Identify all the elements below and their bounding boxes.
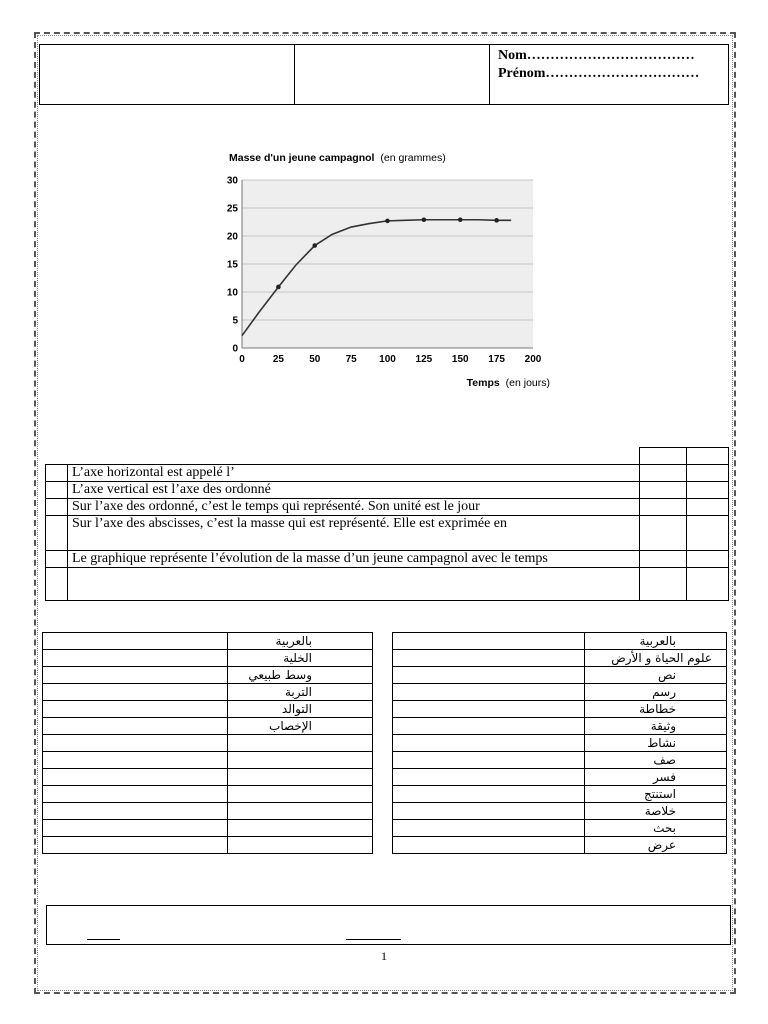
x-tick-label: 25 xyxy=(272,354,284,365)
statement-text: Sur l’axe des abscisses, c’est la masse qui est représenté. Elle est exprimée en xyxy=(68,516,640,551)
french-cell[interactable] xyxy=(393,769,585,786)
vocab-row xyxy=(43,752,373,769)
vocab-row xyxy=(393,803,727,820)
x-tick-label: 0 xyxy=(239,354,245,365)
chart-svg xyxy=(214,146,559,394)
prenom-label: Prénom…………………………… xyxy=(498,66,700,81)
footer-underline-right xyxy=(346,939,401,940)
arabic-cell: الإخصاب xyxy=(228,718,373,735)
vocab-row xyxy=(393,786,727,803)
chart-title xyxy=(229,152,446,164)
french-cell[interactable] xyxy=(393,803,585,820)
arabic-cell xyxy=(228,735,373,752)
x-tick-label: 150 xyxy=(451,354,469,365)
arabic-cell xyxy=(228,786,373,803)
header-cell-blank-1 xyxy=(40,45,295,105)
french-cell[interactable] xyxy=(393,837,585,854)
answer-cell[interactable] xyxy=(687,551,729,568)
answer-cell[interactable] xyxy=(640,516,687,551)
vocab-row xyxy=(43,735,373,752)
answer-cell[interactable] xyxy=(687,499,729,516)
vocab-row xyxy=(43,633,373,650)
x-tick-label: 175 xyxy=(488,354,505,365)
answer-cell[interactable] xyxy=(687,516,729,551)
data-point xyxy=(312,243,317,248)
y-tick-label: 10 xyxy=(226,287,238,299)
statement-text: L’axe vertical est l’axe des ordonné xyxy=(68,482,640,499)
answer-cell[interactable] xyxy=(687,568,729,601)
vocab-row xyxy=(43,650,373,667)
arabic-cell: بحث xyxy=(585,820,727,837)
french-cell[interactable] xyxy=(43,633,228,650)
x-axis-label-main: Temps xyxy=(466,377,500,389)
vocab-table-left xyxy=(42,632,373,854)
french-cell[interactable] xyxy=(393,786,585,803)
french-cell[interactable] xyxy=(393,633,585,650)
french-cell[interactable] xyxy=(393,718,585,735)
vocab-row xyxy=(43,701,373,718)
y-tick-label: 15 xyxy=(226,259,238,271)
tf-head-blank xyxy=(46,448,640,465)
french-cell[interactable] xyxy=(393,667,585,684)
answer-cell[interactable] xyxy=(640,465,687,482)
header-cell-blank-2 xyxy=(295,45,490,105)
chart-title-main: Masse d'un jeune campagnol xyxy=(229,152,375,164)
vocab-row xyxy=(393,769,727,786)
y-tick-label: 30 xyxy=(226,175,238,187)
x-tick-label: 50 xyxy=(309,354,321,365)
tf-head-col1 xyxy=(640,448,687,465)
vocab-row xyxy=(393,684,727,701)
y-tick-label: 0 xyxy=(232,343,238,355)
vocab-row xyxy=(393,752,727,769)
page-number: 1 xyxy=(381,949,387,963)
french-cell[interactable] xyxy=(393,752,585,769)
vocab-row xyxy=(393,667,727,684)
y-tick-label: 20 xyxy=(226,231,238,243)
arabic-cell xyxy=(228,769,373,786)
data-point xyxy=(422,217,427,222)
french-cell[interactable] xyxy=(43,752,228,769)
arabic-cell: خطاطة xyxy=(585,701,727,718)
arabic-cell xyxy=(228,752,373,769)
x-axis-label-unit: (en jours) xyxy=(505,377,550,389)
arabic-cell: علوم الحياة و الأرض xyxy=(585,650,727,667)
answer-cell[interactable] xyxy=(640,551,687,568)
arabic-cell: عرض xyxy=(585,837,727,854)
french-cell[interactable] xyxy=(43,650,228,667)
french-cell[interactable] xyxy=(393,650,585,667)
vocab-table-right xyxy=(392,632,727,854)
french-cell[interactable] xyxy=(43,803,228,820)
data-point xyxy=(458,217,463,222)
vocab-row xyxy=(393,633,727,650)
arabic-cell: وثيقة xyxy=(585,718,727,735)
arabic-cell: فسر xyxy=(585,769,727,786)
statement-text xyxy=(68,568,640,601)
arabic-cell: رسم xyxy=(585,684,727,701)
french-cell[interactable] xyxy=(393,684,585,701)
footer-underline-left xyxy=(87,939,120,940)
arabic-cell: التربة xyxy=(228,684,373,701)
vocab-row xyxy=(393,837,727,854)
french-cell[interactable] xyxy=(43,718,228,735)
statement-number xyxy=(46,551,68,568)
vocab-row xyxy=(43,718,373,735)
arabic-cell: صف xyxy=(585,752,727,769)
arabic-cell xyxy=(228,803,373,820)
arabic-cell xyxy=(228,820,373,837)
mass-chart xyxy=(214,146,559,394)
arabic-cell: وسط طبيعي xyxy=(228,667,373,684)
x-tick-label: 200 xyxy=(524,354,542,365)
french-cell[interactable] xyxy=(393,701,585,718)
nom-label: Nom……………………………… xyxy=(498,48,695,63)
data-point xyxy=(276,285,281,290)
french-cell[interactable] xyxy=(43,735,228,752)
answer-cell[interactable] xyxy=(687,482,729,499)
vocab-row xyxy=(43,667,373,684)
y-tick-label: 5 xyxy=(232,315,238,327)
vocab-row xyxy=(393,735,727,752)
french-cell[interactable] xyxy=(393,735,585,752)
vocab-row xyxy=(43,769,373,786)
vocab-row xyxy=(43,803,373,820)
statement-number xyxy=(46,465,68,482)
arabic-cell xyxy=(228,837,373,854)
arabic-cell: التوالد xyxy=(228,701,373,718)
statement-text: Le graphique représente l’évolution de la masse d’un jeune campagnol avec le temps xyxy=(68,551,640,568)
answer-cell[interactable] xyxy=(640,499,687,516)
x-axis-label xyxy=(467,377,550,389)
y-tick-label: 25 xyxy=(226,203,238,215)
data-point xyxy=(494,218,499,223)
french-cell[interactable] xyxy=(43,667,228,684)
header-table xyxy=(39,44,729,105)
arabic-cell: نشاط xyxy=(585,735,727,752)
arabic-cell: استنتج xyxy=(585,786,727,803)
arabic-cell: بالعربية xyxy=(228,633,373,650)
name-block xyxy=(490,45,729,105)
data-point xyxy=(385,219,390,224)
french-cell[interactable] xyxy=(43,837,228,854)
statement-text: L’axe horizontal est appelé l’ xyxy=(68,465,640,482)
vocab-row xyxy=(393,820,727,837)
statement-number xyxy=(46,482,68,499)
french-cell[interactable] xyxy=(43,701,228,718)
french-cell[interactable] xyxy=(43,769,228,786)
tf-head-col2 xyxy=(687,448,729,465)
answer-cell[interactable] xyxy=(687,465,729,482)
statements-table xyxy=(45,447,729,601)
answer-cell[interactable] xyxy=(640,482,687,499)
statement-number xyxy=(46,516,68,551)
arabic-cell: بالعربية xyxy=(585,633,727,650)
x-tick-label: 100 xyxy=(379,354,396,365)
french-cell[interactable] xyxy=(43,786,228,803)
arabic-cell: الخلية xyxy=(228,650,373,667)
statement-number xyxy=(46,568,68,601)
french-cell[interactable] xyxy=(393,820,585,837)
x-tick-label: 125 xyxy=(415,354,433,365)
vocab-row xyxy=(43,820,373,837)
statement-text: Sur l’axe des ordonné, c’est le temps qui représenté. Son unité est le jour xyxy=(68,499,640,516)
vocab-row xyxy=(393,650,727,667)
vocab-row xyxy=(43,837,373,854)
arabic-cell: نص xyxy=(585,667,727,684)
answer-cell[interactable] xyxy=(640,568,687,601)
french-cell[interactable] xyxy=(43,820,228,837)
arabic-cell: خلاصة xyxy=(585,803,727,820)
vocab-row xyxy=(393,701,727,718)
chart-title-unit: (en grammes) xyxy=(380,152,446,164)
french-cell[interactable] xyxy=(43,684,228,701)
vocab-row xyxy=(393,718,727,735)
vocab-row xyxy=(43,786,373,803)
statement-number xyxy=(46,499,68,516)
vocab-row xyxy=(43,684,373,701)
x-tick-label: 75 xyxy=(345,354,357,365)
